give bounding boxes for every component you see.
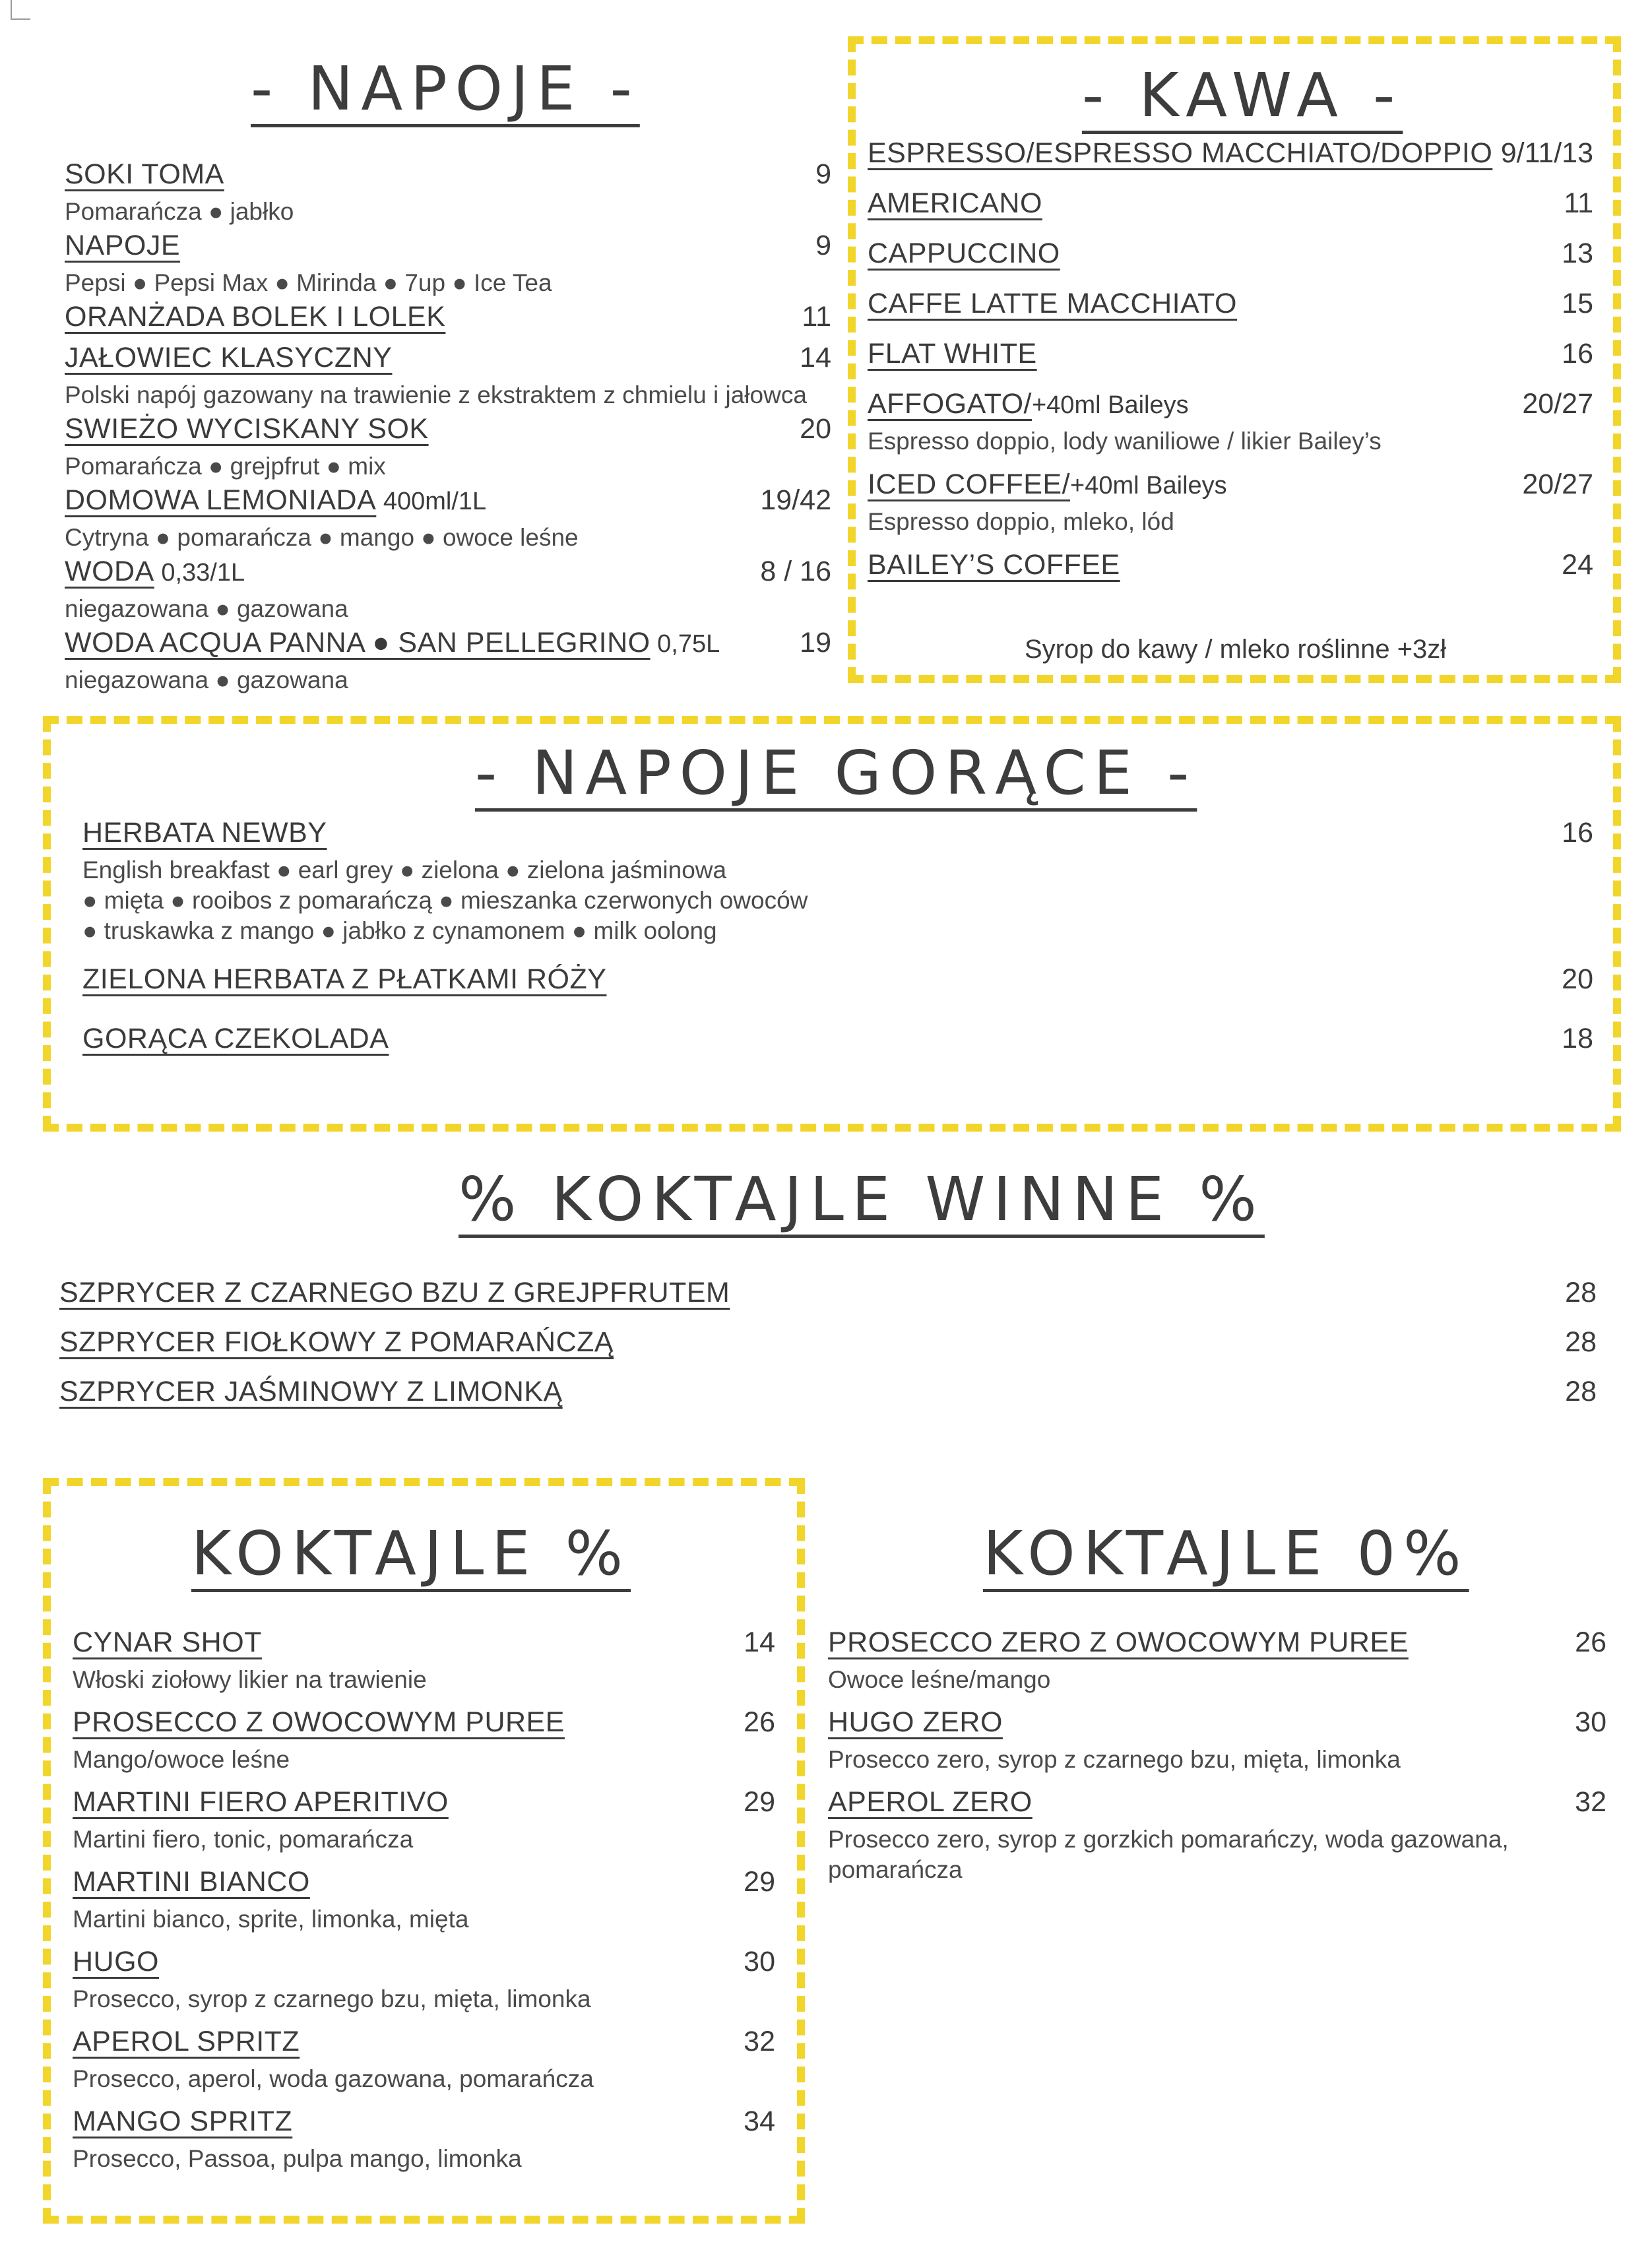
kawa-note: Syrop do kawy / mleko roślinne +3zł — [1025, 635, 1447, 664]
item-price: 15 — [1562, 288, 1593, 319]
item-price: 11 — [802, 301, 831, 333]
item-description: Prosecco, syrop z czarnego bzu, mięta, limonka — [73, 1985, 591, 2012]
menu-item — [868, 388, 1593, 457]
item-name: PROSECCO ZERO Z OWOCOWYM PUREE — [828, 1626, 1409, 1658]
item-name: SZPRYCER Z CZARNEGO BZU Z GREJPFRUTEM — [59, 1277, 730, 1308]
menu-item — [73, 1706, 775, 1786]
item-extra: 400ml/1L — [376, 488, 487, 515]
item-name: MANGO SPRITZ — [73, 2105, 293, 2137]
koktajle-winne-list — [59, 1277, 1597, 1425]
item-price: 9 — [815, 230, 831, 261]
item-price: 32 — [744, 2026, 775, 2057]
item-name: APEROL SPRITZ — [73, 2026, 300, 2057]
item-extra: 0,75L — [650, 630, 720, 658]
menu-item — [82, 1023, 1593, 1061]
item-name: NAPOJE — [65, 230, 181, 261]
menu-item — [65, 301, 831, 339]
item-description: ● truskawka z mango ● jabłko z cynamonem ● milk oolong — [82, 917, 717, 944]
item-name: ESPRESSO/ESPRESSO MACCHIATO/DOPPIO — [868, 137, 1493, 169]
koktajle-0-title: KOKTAJLE 0% — [983, 1518, 1469, 1589]
item-name: SOKI TOMA — [65, 158, 224, 190]
item-description: niegazowana ● gazowana — [65, 666, 348, 693]
item-price: 16 — [1562, 817, 1593, 849]
item-extra: 0,33/1L — [154, 559, 245, 587]
napoje-gorace-title: - NAPOJE GORĄCE - — [475, 738, 1197, 808]
menu-item — [65, 342, 831, 410]
item-name: SWIEŻO WYCISKANY SOK — [65, 413, 429, 445]
menu-item — [82, 963, 1593, 1002]
item-description: Espresso doppio, lody waniliowe / likier Bailey’s — [868, 428, 1382, 455]
item-name: ICED COFFEE/ — [868, 468, 1071, 500]
item-description: Cytryna ● pomarańcza ● mango ● owoce leśne — [65, 524, 579, 551]
item-name: HUGO ZERO — [828, 1706, 1003, 1738]
napoje-gorace-list — [82, 817, 1593, 1061]
item-name: CYNAR SHOT — [73, 1626, 262, 1658]
item-description: Prosecco, Passoa, pulpa mango, limonka — [73, 2145, 522, 2172]
item-description: Pomarańcza ● grejpfrut ● mix — [65, 453, 386, 480]
item-name: AMERICANO — [868, 187, 1042, 219]
item-price: 14 — [744, 1626, 775, 1658]
kawa-list — [868, 137, 1593, 599]
item-price: 34 — [744, 2105, 775, 2137]
menu-item — [828, 1706, 1606, 1786]
menu-item — [73, 1786, 775, 1866]
menu-item — [73, 1866, 775, 1946]
item-name: APEROL ZERO — [828, 1786, 1032, 1818]
item-price: 8 / 16 — [760, 556, 831, 587]
item-price: 30 — [744, 1946, 775, 1977]
item-description: Mango/owoce leśne — [73, 1746, 290, 1773]
item-name: GORĄCA CZEKOLADA — [82, 1023, 389, 1054]
item-description: Włoski ziołowy likier na trawienie — [73, 1666, 427, 1693]
item-name: MARTINI BIANCO — [73, 1866, 310, 1898]
item-extra: +40ml Baileys — [1070, 472, 1227, 499]
item-price: 26 — [1575, 1626, 1606, 1658]
item-price: 19 — [800, 627, 831, 659]
item-name: CAFFE LATTE MACCHIATO — [868, 288, 1237, 319]
item-name: SZPRYCER JAŚMINOWY Z LIMONKĄ — [59, 1376, 563, 1407]
item-extra: +40ml Baileys — [1031, 391, 1189, 419]
item-price: 19/42 — [760, 484, 831, 516]
item-description: Prosecco zero, syrop z gorzkich pomarańczy, woda gazowana, pomarańcza — [828, 1826, 1509, 1883]
item-description: Espresso doppio, mleko, lód — [868, 508, 1174, 535]
item-price: 20/27 — [1522, 468, 1593, 500]
menu-item — [828, 1626, 1606, 1706]
menu-item — [65, 158, 831, 227]
item-description: Pomarańcza ● jabłko — [65, 198, 294, 225]
item-price: 20 — [1562, 963, 1593, 995]
item-name: AFFOGATO/ — [868, 388, 1032, 420]
item-description: Polski napój gazowany na trawienie z ekstraktem z chmielu i jałowca — [65, 381, 807, 408]
crop-mark — [11, 0, 30, 20]
item-name: FLAT WHITE — [868, 338, 1037, 370]
item-price: 9 — [815, 158, 831, 190]
item-price: 13 — [1562, 238, 1593, 269]
menu-item — [868, 187, 1593, 226]
item-name: DOMOWA LEMONIADA — [65, 484, 377, 516]
item-price: 20 — [800, 413, 831, 445]
menu-item — [868, 288, 1593, 326]
napoje-title: - NAPOJE - — [251, 53, 640, 124]
item-name: MARTINI FIERO APERITIVO — [73, 1786, 449, 1818]
item-price: 14 — [800, 342, 831, 373]
item-price: 26 — [744, 1706, 775, 1738]
menu-item — [73, 1626, 775, 1706]
menu-item — [868, 338, 1593, 376]
item-description: ● mięta ● rooibos z pomarańczą ● mieszanka czerwonych owoców — [82, 887, 808, 914]
item-price: 28 — [1565, 1326, 1597, 1358]
item-name: WODA — [65, 556, 154, 587]
menu-item — [65, 230, 831, 298]
menu-item — [59, 1277, 1597, 1326]
menu-item — [65, 556, 831, 624]
item-price: 24 — [1562, 549, 1593, 581]
item-price: 11 — [1564, 187, 1593, 219]
item-description: Pepsi ● Pepsi Max ● Mirinda ● 7up ● Ice Tea — [65, 269, 552, 296]
menu-item — [868, 137, 1593, 176]
item-name: PROSECCO Z OWOCOWYM PUREE — [73, 1706, 565, 1738]
item-price: 28 — [1565, 1376, 1597, 1407]
menu-item — [59, 1376, 1597, 1425]
item-description: Owoce leśne/mango — [828, 1666, 1051, 1693]
menu-item — [73, 1946, 775, 2026]
item-name: ZIELONA HERBATA Z PŁATKAMI RÓŻY — [82, 963, 607, 995]
item-description: Prosecco zero, syrop z czarnego bzu, mięta, limonka — [828, 1746, 1401, 1773]
item-price: 29 — [744, 1866, 775, 1898]
item-price: 32 — [1575, 1786, 1606, 1818]
item-name: WODA ACQUA PANNA ● SAN PELLEGRINO — [65, 627, 651, 659]
menu-item — [65, 413, 831, 482]
item-description: Martini fiero, tonic, pomarańcza — [73, 1826, 414, 1853]
menu-item — [868, 549, 1593, 587]
item-name: ORANŻADA BOLEK I LOLEK — [65, 301, 446, 333]
menu-item — [868, 468, 1593, 537]
item-description: niegazowana ● gazowana — [65, 595, 348, 622]
koktajle-title: KOKTAJLE % — [191, 1518, 631, 1589]
kawa-title: - KAWA - — [1082, 60, 1403, 131]
item-name: HERBATA NEWBY — [82, 817, 327, 849]
item-description: English breakfast ● earl grey ● zielona ● zielona jaśminowa — [82, 856, 727, 884]
item-description: Prosecco, aperol, woda gazowana, pomarańcza — [73, 2065, 594, 2092]
menu-item — [59, 1326, 1597, 1376]
item-name: CAPPUCCINO — [868, 238, 1060, 269]
napoje-list — [65, 158, 831, 698]
menu-item — [868, 238, 1593, 276]
item-name: BAILEY’S COFFEE — [868, 549, 1120, 581]
item-name: HUGO — [73, 1946, 159, 1977]
menu-item — [73, 2026, 775, 2105]
menu-item — [65, 627, 831, 695]
item-name: SZPRYCER FIOŁKOWY Z POMARAŃCZĄ — [59, 1326, 614, 1358]
menu-item — [73, 2105, 775, 2185]
koktajle-winne-title: % KOKTAJLE WINNE % — [459, 1164, 1265, 1235]
menu-item — [82, 817, 1593, 946]
item-price: 28 — [1565, 1277, 1597, 1308]
koktajle-0-list — [828, 1626, 1606, 1885]
item-description: Martini bianco, sprite, limonka, mięta — [73, 1906, 469, 1933]
item-price: 20/27 — [1522, 388, 1593, 420]
menu-item — [828, 1786, 1606, 1885]
item-price: 16 — [1562, 338, 1593, 370]
menu-item — [65, 484, 831, 553]
item-name: JAŁOWIEC KLASYCZNY — [65, 342, 393, 373]
koktajle-list — [73, 1626, 775, 2185]
item-price: 9/11/13 — [1500, 137, 1593, 169]
item-price: 18 — [1562, 1023, 1593, 1054]
item-price: 29 — [744, 1786, 775, 1818]
item-price: 30 — [1575, 1706, 1606, 1738]
